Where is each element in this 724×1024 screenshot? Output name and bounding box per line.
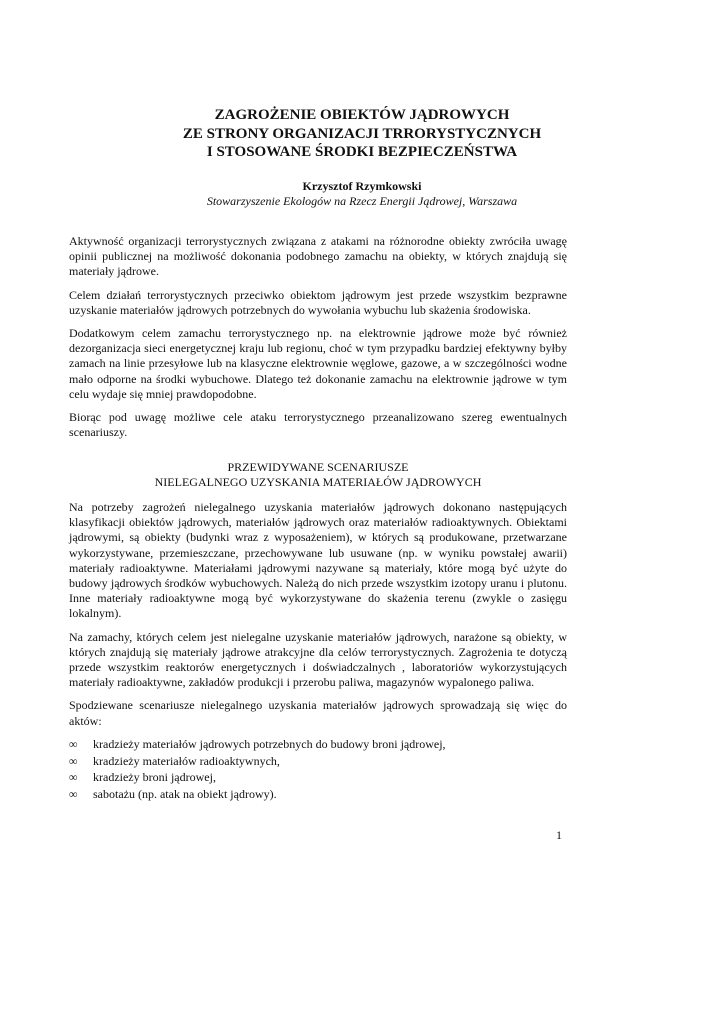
author-affiliation: Stowarzyszenie Ekologów na Rzecz Energii Jądrowej, Warszawa — [206, 194, 518, 208]
document-title — [0, 106, 724, 162]
list-item — [69, 737, 567, 752]
scenario-list — [69, 737, 567, 802]
section-heading — [0, 460, 636, 490]
infinity-bullet-icon: ∞ — [69, 736, 78, 751]
section-paragraph-3: Spodziewane scenariusze nielegalnego uzyskania materiałów jądrowych sprowadzają się więc do aktów: — [69, 698, 567, 728]
intro-paragraph-2: Celem działań terrorystycznych przeciwko obiektom jądrowym jest przede wszystkim bezprawne uzyskanie materiałów jądrowych potrzebnych do wywołania wybuchu lub skażenia środowiska. — [69, 287, 567, 317]
title-line-1: ZAGROŻENIE OBIEKTÓW JĄDROWYCH — [214, 107, 510, 123]
section-paragraph-1: Na potrzeby zagrożeń nielegalnego uzyskania materiałów jądrowych dokonano następujących klasyfikacji obiektów jądrowych, materiałów jądrowych oraz materiałów radioaktywnych. Obiektami jądrowymi, są obiekty (budynki wraz z wyposażeniem), w których są produkowane, przetwarzane wykorzystywane, przemieszczane, przechowywane lub usuwane (np. w wyniku powstałej awarii) materiały radioaktywne. Materiałami jądrowymi nazywane są materiały, które mogą być użyte do budowy jądrowych środków wybuchowych. Należą do nich przede wszystkim izotopy uranu i plutonu. Inne materiały radioaktywne mogą być wykorzystywane do skażenia terenu (zwykle o zasięgu lokalnym). — [69, 500, 567, 621]
page-number: 1 — [556, 828, 562, 842]
intro-section — [69, 234, 567, 448]
infinity-bullet-icon: ∞ — [69, 786, 78, 801]
list-item-text: sabotażu (np. atak na obiekt jądrowy). — [93, 786, 277, 801]
section-heading-line-2: NIELEGALNEGO UZYSKANIA MATERIAŁÓW JĄDROWYCH — [154, 475, 482, 489]
list-item-text: kradzieży materiałów radioaktywnych, — [93, 753, 280, 768]
list-item-text: kradzieży broni jądrowej, — [93, 770, 216, 785]
title-line-3: I STOSOWANE ŚRODKI BEZPIECZEŃSTWA — [206, 144, 518, 160]
list-item — [69, 754, 567, 769]
section-heading-line-1: PRZEWIDYWANE SCENARIUSZE — [227, 460, 409, 474]
title-line-2: ZE STRONY ORGANIZACJI TRRORYSTYCZNYCH — [182, 125, 542, 142]
infinity-bullet-icon: ∞ — [69, 753, 78, 768]
intro-paragraph-4: Biorąc pod uwagę możliwe cele ataku terrorystycznego przeanalizowano szereg ewentualnych scenariuszy. — [69, 410, 567, 440]
author-name: Krzysztof Rzymkowski — [302, 179, 422, 193]
author-block — [0, 179, 724, 209]
infinity-bullet-icon: ∞ — [69, 770, 78, 785]
intro-paragraph-1: Aktywność organizacji terrorystycznych związana z atakami na różnorodne obiekty zwróciła uwagę opinii publicznej na możliwość dokonania podobnego zamachu na obiekty, w których znajdują się materiały jądrowe. — [69, 234, 567, 279]
intro-paragraph-3: Dodatkowym celem zamachu terrorystycznego np. na elektrownie jądrowe może być również dezorganizacja sieci energetycznej kraju lub regionu, choć w tym przypadku bardziej efektywny byłby zamach na linie przesyłowe lub na klasyczne elektrownie węglowe, gazowe, a w szczególności wodne mało odporne na środki wybuchowe. Dlatego też dokonanie zamachu na elektrownie jądrowe w tym celu wydaje się mniej prawdopodobne. — [69, 326, 567, 401]
list-item — [69, 787, 567, 802]
list-item — [69, 770, 567, 785]
section-paragraph-2: Na zamachy, których celem jest nielegalne uzyskanie materiałów jądrowych, narażone są obiekty, w których znajdują się materiały jądrowe atrakcyjne dla celów terrorystycznych. Zagrożenia te dotyczą przede wszystkim reaktorów energetycznych i doświadczalnych , laboratoriów wykorzystujących materiały radioaktywne, zakładów produkcji i przerobu paliwa, magazynów wypalonego paliwa. — [69, 629, 567, 690]
scenarios-section — [69, 500, 567, 804]
list-item-text: kradzieży materiałów jądrowych potrzebnych do budowy broni jądrowej, — [93, 736, 446, 751]
